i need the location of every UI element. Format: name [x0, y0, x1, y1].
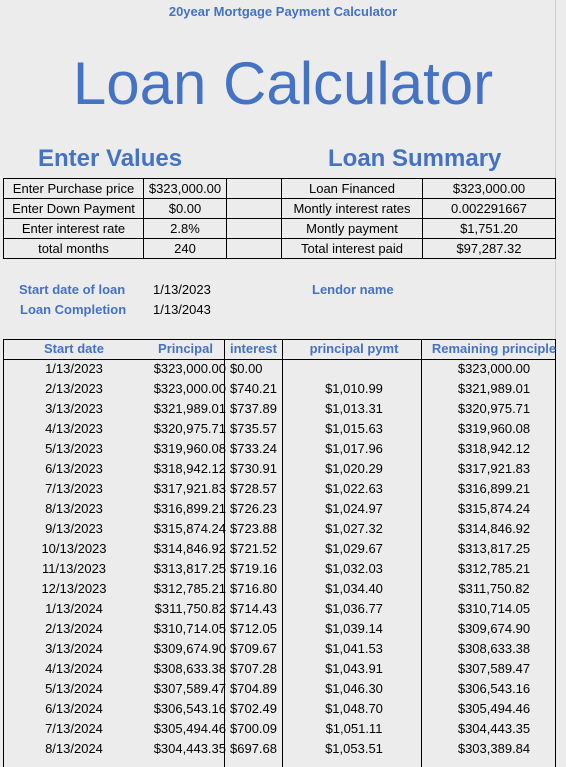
row-remaining: $310,714.05	[457, 601, 531, 616]
table-row	[3, 579, 564, 599]
input-label: total months	[4, 239, 144, 259]
row-date: 7/13/2023	[45, 481, 103, 496]
row-interest: $704.89	[230, 681, 277, 696]
loan-summary-heading: Loan Summary	[328, 145, 502, 172]
row-principal-pymt: $1,053.51	[325, 741, 383, 756]
row-remaining: $307,589.47	[457, 661, 531, 676]
row-remaining: $303,389.84	[457, 741, 531, 756]
row-interest: $723.88	[230, 521, 277, 536]
header-principal-pymt: principal pymt	[309, 341, 399, 356]
summary-row	[282, 219, 556, 239]
row-principal-pymt: $1,036.77	[325, 601, 383, 616]
row-interest: $716.80	[230, 581, 277, 596]
row-principal: $313,817.25	[153, 561, 226, 576]
summary-value: $97,287.32	[423, 239, 556, 259]
row-principal: $316,899.21	[153, 501, 226, 516]
table-row	[3, 359, 564, 379]
input-label: Enter Purchase price	[4, 179, 144, 199]
summary-value: $323,000.00	[423, 179, 556, 199]
summary-label: Loan Financed	[282, 179, 423, 199]
amortization-header	[3, 339, 564, 359]
empty-cell	[227, 199, 282, 219]
table-row	[3, 599, 564, 619]
row-interest: $719.16	[230, 561, 277, 576]
row-principal: $312,785.21	[153, 581, 226, 596]
start-date-value[interactable]: 1/13/2023	[153, 282, 211, 297]
row-remaining: $305,494.46	[457, 701, 531, 716]
table-row	[3, 399, 564, 419]
row-principal-pymt: $1,024.97	[325, 501, 383, 516]
row-interest: $733.24	[230, 441, 277, 456]
header-interest: interest	[230, 341, 277, 356]
summary-label: Montly payment	[282, 219, 423, 239]
row-remaining: $306,543.16	[457, 681, 531, 696]
loan-completion-label: Loan Completion	[20, 302, 127, 317]
row-principal-pymt: $1,034.40	[325, 581, 383, 596]
row-interest: $0.00	[230, 361, 263, 376]
row-remaining: $304,443.35	[457, 721, 531, 736]
row-remaining: $315,874.24	[457, 501, 531, 516]
loan-completion-value: 1/13/2043	[153, 302, 211, 317]
row-principal: $307,589.47	[153, 681, 226, 696]
loan-summary-table	[281, 178, 556, 259]
row-date: 2/13/2023	[45, 381, 103, 396]
row-date: 5/13/2023	[45, 441, 103, 456]
row-date: 1/13/2023	[45, 361, 103, 376]
row-remaining: $318,942.12	[457, 441, 531, 456]
row-principal-pymt: $1,046.30	[325, 681, 383, 696]
row-date: 3/13/2024	[45, 641, 103, 656]
row-interest: $737.89	[230, 401, 277, 416]
table-row	[3, 699, 564, 719]
summary-value: 0.002291667	[423, 199, 556, 219]
row-principal-pymt: $1,043.91	[325, 661, 383, 676]
row-remaining: $321,989.01	[457, 381, 531, 396]
table-row	[3, 719, 564, 739]
page-title: Loan Calculator	[72, 50, 494, 117]
row-principal: $311,750.82	[154, 601, 226, 616]
lender-name-label: Lendor name	[312, 282, 394, 297]
row-principal-pymt: $1,039.14	[325, 621, 383, 636]
row-remaining: $309,674.90	[457, 621, 531, 636]
total-months-cell[interactable]: 240	[144, 239, 227, 259]
row-principal: $314,846.92	[153, 541, 226, 556]
row-principal-pymt: $1,017.96	[325, 441, 383, 456]
row-principal-pymt: $1,015.63	[325, 421, 383, 436]
row-remaining: $308,633.38	[457, 641, 531, 656]
row-interest: $709.67	[230, 641, 277, 656]
row-principal-pymt: $1,020.29	[325, 461, 383, 476]
row-interest: $730.91	[230, 461, 277, 476]
amortization-body	[3, 359, 564, 759]
row-principal: $318,942.12	[153, 461, 226, 476]
row-date: 5/13/2024	[45, 681, 103, 696]
table-row	[3, 539, 564, 559]
row-date: 2/13/2024	[45, 621, 103, 636]
row-principal: $310,714.05	[153, 621, 226, 636]
input-label: Enter interest rate	[4, 219, 144, 239]
input-label: Enter Down Payment	[4, 199, 144, 219]
row-remaining: $316,899.21	[457, 481, 531, 496]
row-interest: $714.43	[230, 601, 277, 616]
interest-rate-cell[interactable]: 2.8%	[144, 219, 227, 239]
row-remaining: $320,975.71	[457, 401, 531, 416]
table-row	[3, 459, 564, 479]
table-row	[3, 419, 564, 439]
table-row	[3, 479, 564, 499]
row-interest: $740.21	[230, 381, 277, 396]
row-principal: $321,989.01	[153, 401, 226, 416]
table-row	[3, 739, 564, 759]
row-interest: $700.09	[230, 721, 277, 736]
row-date: 6/13/2024	[45, 701, 103, 716]
row-remaining: $323,000.00	[457, 361, 531, 376]
row-principal: $323,000.00	[153, 381, 226, 396]
row-principal-pymt: $1,022.63	[325, 481, 383, 496]
summary-row	[282, 179, 556, 199]
row-interest: $697.68	[230, 741, 277, 756]
row-remaining: $317,921.83	[457, 461, 531, 476]
row-remaining: $312,785.21	[457, 561, 531, 576]
header-remaining-principle: Remaining principle	[431, 341, 557, 356]
row-principal: $323,000.00	[153, 361, 226, 376]
row-interest: $721.52	[230, 541, 277, 556]
row-principal: $317,921.83	[153, 481, 226, 496]
down-payment-cell[interactable]: $0.00	[144, 199, 227, 219]
row-principal-pymt: $1,027.32	[325, 521, 383, 536]
row-principal-pymt	[284, 359, 424, 379]
table-row	[3, 439, 564, 459]
row-date: 4/13/2024	[45, 661, 103, 676]
row-principal-pymt: $1,041.53	[325, 641, 383, 656]
row-principal: $308,633.38	[153, 661, 226, 676]
row-interest: $728.57	[230, 481, 277, 496]
table-row	[3, 519, 564, 539]
table-row	[3, 499, 564, 519]
summary-label: Montly interest rates	[282, 199, 423, 219]
row-principal-pymt: $1,048.70	[325, 701, 383, 716]
input-row	[4, 219, 282, 239]
row-principal: $319,960.08	[153, 441, 226, 456]
row-remaining: $314,846.92	[457, 521, 531, 536]
summary-label: Total interest paid	[282, 239, 423, 259]
row-interest: $702.49	[230, 701, 277, 716]
header-principal: Principal	[158, 341, 213, 356]
summary-value: $1,751.20	[423, 219, 556, 239]
row-principal: $309,674.90	[153, 641, 226, 656]
summary-row	[282, 239, 556, 259]
row-date: 8/13/2024	[45, 741, 103, 756]
table-row	[3, 679, 564, 699]
empty-cell	[227, 219, 282, 239]
summary-row	[282, 199, 556, 219]
row-principal-pymt: $1,051.11	[325, 721, 383, 736]
input-row	[4, 239, 282, 259]
table-row	[3, 559, 564, 579]
row-remaining: $311,750.82	[458, 581, 530, 596]
row-principal: $315,874.24	[153, 521, 226, 536]
row-date: 10/13/2023	[41, 541, 107, 556]
row-interest: $726.23	[230, 501, 277, 516]
row-interest: $735.57	[230, 421, 277, 436]
table-row	[3, 379, 564, 399]
row-date: 9/13/2023	[45, 521, 103, 536]
input-row	[4, 199, 282, 219]
row-principal: $304,443.35	[153, 741, 226, 756]
table-row	[3, 659, 564, 679]
row-interest: $712.05	[230, 621, 277, 636]
header-start-date: Start date	[44, 341, 104, 356]
row-principal-pymt: $1,010.99	[325, 381, 383, 396]
row-date: 8/13/2023	[45, 501, 103, 516]
table-row	[3, 639, 564, 659]
row-principal-pymt: $1,032.03	[325, 561, 383, 576]
row-date: 11/13/2023	[41, 561, 107, 576]
row-principal: $306,543.16	[153, 701, 226, 716]
row-principal: $320,975.71	[153, 421, 226, 436]
row-interest: $707.28	[230, 661, 277, 676]
row-principal-pymt: $1,029.67	[325, 541, 383, 556]
row-principal-pymt: $1,013.31	[325, 401, 383, 416]
enter-values-table	[3, 178, 282, 259]
table-row	[3, 619, 564, 639]
input-row	[4, 179, 282, 199]
empty-cell	[227, 179, 282, 199]
row-date: 12/13/2023	[41, 581, 107, 596]
empty-cell	[227, 239, 282, 259]
row-date: 1/13/2024	[45, 601, 103, 616]
start-date-label: Start date of loan	[19, 282, 126, 297]
row-date: 7/13/2024	[45, 721, 103, 736]
enter-values-heading: Enter Values	[38, 145, 183, 172]
row-date: 4/13/2023	[45, 421, 103, 436]
row-remaining: $313,817.25	[457, 541, 531, 556]
row-date: 3/13/2023	[45, 401, 103, 416]
row-date: 6/13/2023	[45, 461, 103, 476]
calculator-caption: 20year Mortgage Payment Calculator	[168, 4, 398, 19]
purchase-price-cell[interactable]: $323,000.00	[144, 179, 227, 199]
row-remaining: $319,960.08	[457, 421, 531, 436]
amortization-table	[3, 339, 564, 759]
row-principal: $305,494.46	[153, 721, 226, 736]
